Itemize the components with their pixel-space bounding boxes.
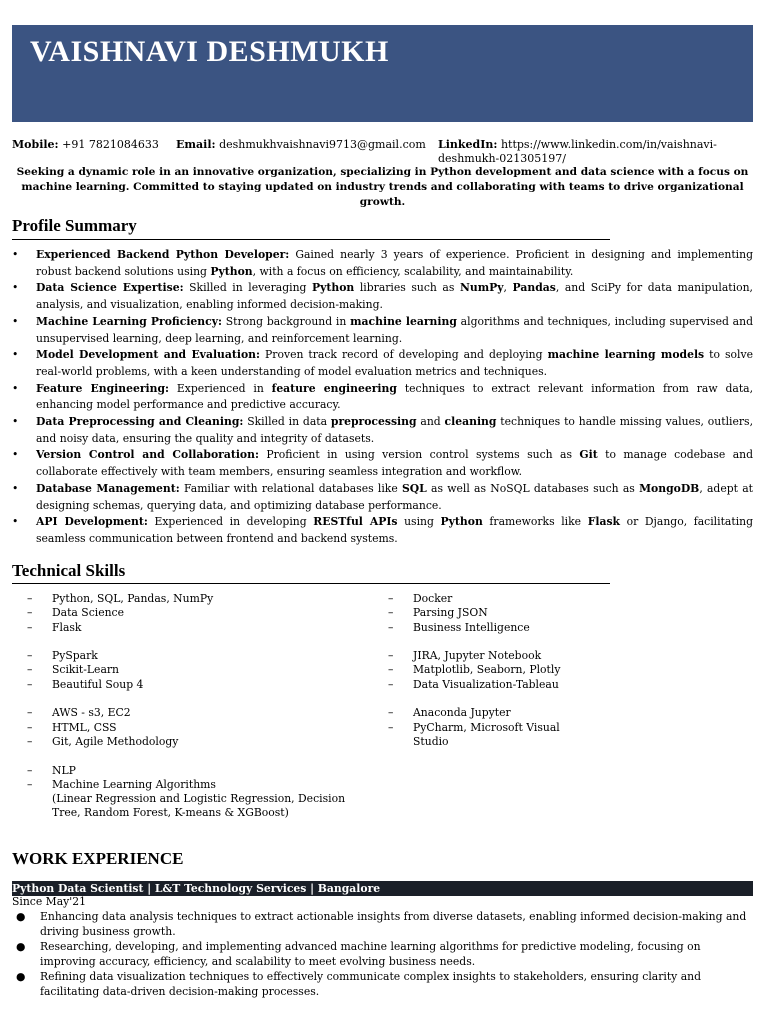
bullet-glyph: • <box>12 448 19 462</box>
list-item: – Parsing JSON <box>388 606 488 620</box>
bullet-glyph: • <box>12 248 19 261</box>
list-item: ● Researching, developing, and implementing advanced machine learning algorithms for predictive modeling, focusing on improving accuracy, efficiency, and scalability to meet evolving business needs. <box>16 940 701 968</box>
list-item: – Data Visualization-Tableau <box>388 677 559 691</box>
list-item: • Model Development and Evaluation: Proven track record of developing and deploying machine learning models to solve real-world problems, with a keen understanding of model evaluation metrics and techniques. <box>12 348 753 378</box>
profile-summary-heading: Profile Summary <box>12 216 137 235</box>
contact-email <box>176 138 426 152</box>
candidate-name: VAISHNAVI DESHMUKH <box>30 35 389 68</box>
list-item-continued: (Linear Regression and Logistic Regression, Decision <box>52 792 346 806</box>
list-item-continued: Studio <box>413 734 449 748</box>
list-item: – Flask <box>27 620 82 634</box>
list-item: • Machine Learning Proficiency: Strong background in machine learning algorithms and techniques, including supervised and unsupervised learning, deep learning, and reinforcement learning. <box>12 314 753 345</box>
linkedin-link[interactable]: https://www.linkedin.com/in/vaishnavi- <box>500 138 717 151</box>
profile-summary-divider <box>12 239 610 240</box>
profile-summary-list <box>12 247 753 548</box>
work-experience-heading: WORK EXPERIENCE <box>12 849 184 868</box>
bullet-glyph: • <box>12 281 19 295</box>
list-spacer <box>12 692 372 706</box>
bullet-glyph: • <box>12 481 19 495</box>
list-item: – JIRA, Jupyter Notebook <box>388 649 542 663</box>
list-item: ● Refining data visualization techniques to effectively communicate complex insights to stakeholders, ensuring clarity and facilitating data-driven decision-making processes. <box>16 970 702 998</box>
list-spacer <box>12 635 372 649</box>
job-start-date: Since May'21 <box>12 895 86 908</box>
list-item: – Beautiful Soup 4 <box>27 677 144 691</box>
list-item: ● Enhancing data analysis techniques to extract actionable insights from diverse datasets, enabling informed decision-making and driving business growth. <box>16 910 747 938</box>
work-responsibilities-list <box>12 909 753 999</box>
career-objective: Seeking a dynamic role in an innovative organization, specializing in Python development and data science with a focus on machine learning. Committed to staying updated on industry trends and collaborating with teams to drive organizational growth. <box>16 166 749 208</box>
list-item: • Feature Engineering: Experienced in feature engineering techniques to extract relevant information from raw data, enhancing model performance and predictive accuracy. <box>12 381 754 412</box>
list-item: – Git, Agile Methodology <box>27 734 179 748</box>
bullet-glyph: • <box>12 381 19 395</box>
list-spacer <box>373 692 763 706</box>
list-item: – HTML, CSS <box>27 720 117 734</box>
bullet-glyph: • <box>12 314 19 328</box>
list-item: – AWS - s3, EC2 <box>27 706 131 720</box>
list-item: • Version Control and Collaboration: Proficient in using version control systems such as Git to manage codebase and collaborate effectively with team members, ensuring seamless integration and workflow. <box>12 448 753 479</box>
job-title-bar: Python Data Scientist | L&T Technology Services | Bangalore <box>12 881 753 896</box>
list-item: – Business Intelligence <box>388 620 530 634</box>
contact-mobile <box>12 138 159 152</box>
list-spacer <box>12 749 372 763</box>
list-item: – Matplotlib, Seaborn, Plotly <box>388 663 561 677</box>
bullet-glyph: • <box>12 348 19 362</box>
list-item: – Data Science <box>27 606 124 620</box>
contact-linkedin <box>438 138 758 166</box>
mobile-value: +91 7821084633 <box>62 138 159 151</box>
list-item: – Scikit-Learn <box>27 663 119 677</box>
list-item: – Anaconda Jupyter <box>388 706 511 720</box>
list-item: • Database Management: Familiar with relational databases like SQL as well as NoSQL databases such as MongoDB, adept at designing schemas, querying data, and optimizing database performance. <box>12 481 754 512</box>
list-item-continued: Tree, Random Forest, K-means & XGBoost) <box>52 806 289 820</box>
name-banner <box>12 25 753 122</box>
linkedin-link-cont[interactable]: deshmukh-021305197/ <box>438 152 566 165</box>
list-item: – Machine Learning Algorithms <box>27 777 216 791</box>
technical-skills-heading: Technical Skills <box>12 561 126 580</box>
list-item: – PySpark <box>27 649 98 663</box>
bullet-glyph: • <box>12 415 19 429</box>
email-label: Email: <box>176 138 216 151</box>
technical-skills-divider <box>12 583 610 584</box>
list-item: • Experienced Backend Python Developer: Gained nearly 3 years of experience. Proficient in designing and implementing robust backend solutions using Python, with a focus on efficiency, scalability, and maintainability. <box>12 248 753 278</box>
list-item: – NLP <box>27 763 76 777</box>
mobile-label: Mobile: <box>12 138 59 151</box>
list-item: – PyCharm, Microsoft Visual <box>388 720 560 734</box>
bullet-glyph: • <box>12 515 19 529</box>
list-item: – Docker <box>388 592 453 605</box>
list-spacer <box>373 635 763 649</box>
list-item: • API Development: Experienced in developing RESTful APIs using Python frameworks like Flask or Django, facilitating seamless communication between frontend and backend systems. <box>12 515 754 545</box>
list-item: • Data Preprocessing and Cleaning: Skilled in data preprocessing and cleaning techniques to handle missing values, outliers, and noisy data, ensuring the quality and integrity of datasets. <box>12 415 754 445</box>
skills-right-column <box>373 592 763 749</box>
email-value[interactable]: deshmukhvaishnavi9713@gmail.com <box>219 138 426 151</box>
list-item: – Python, SQL, Pandas, NumPy <box>27 592 214 605</box>
linkedin-label: LinkedIn: <box>438 138 498 151</box>
skills-left-column <box>12 592 372 821</box>
list-item: • Data Science Expertise: Skilled in leveraging Python libraries such as NumPy, Pandas, and SciPy for data manipulation, analysis, and visualization, enabling informed decision-making. <box>12 281 753 312</box>
